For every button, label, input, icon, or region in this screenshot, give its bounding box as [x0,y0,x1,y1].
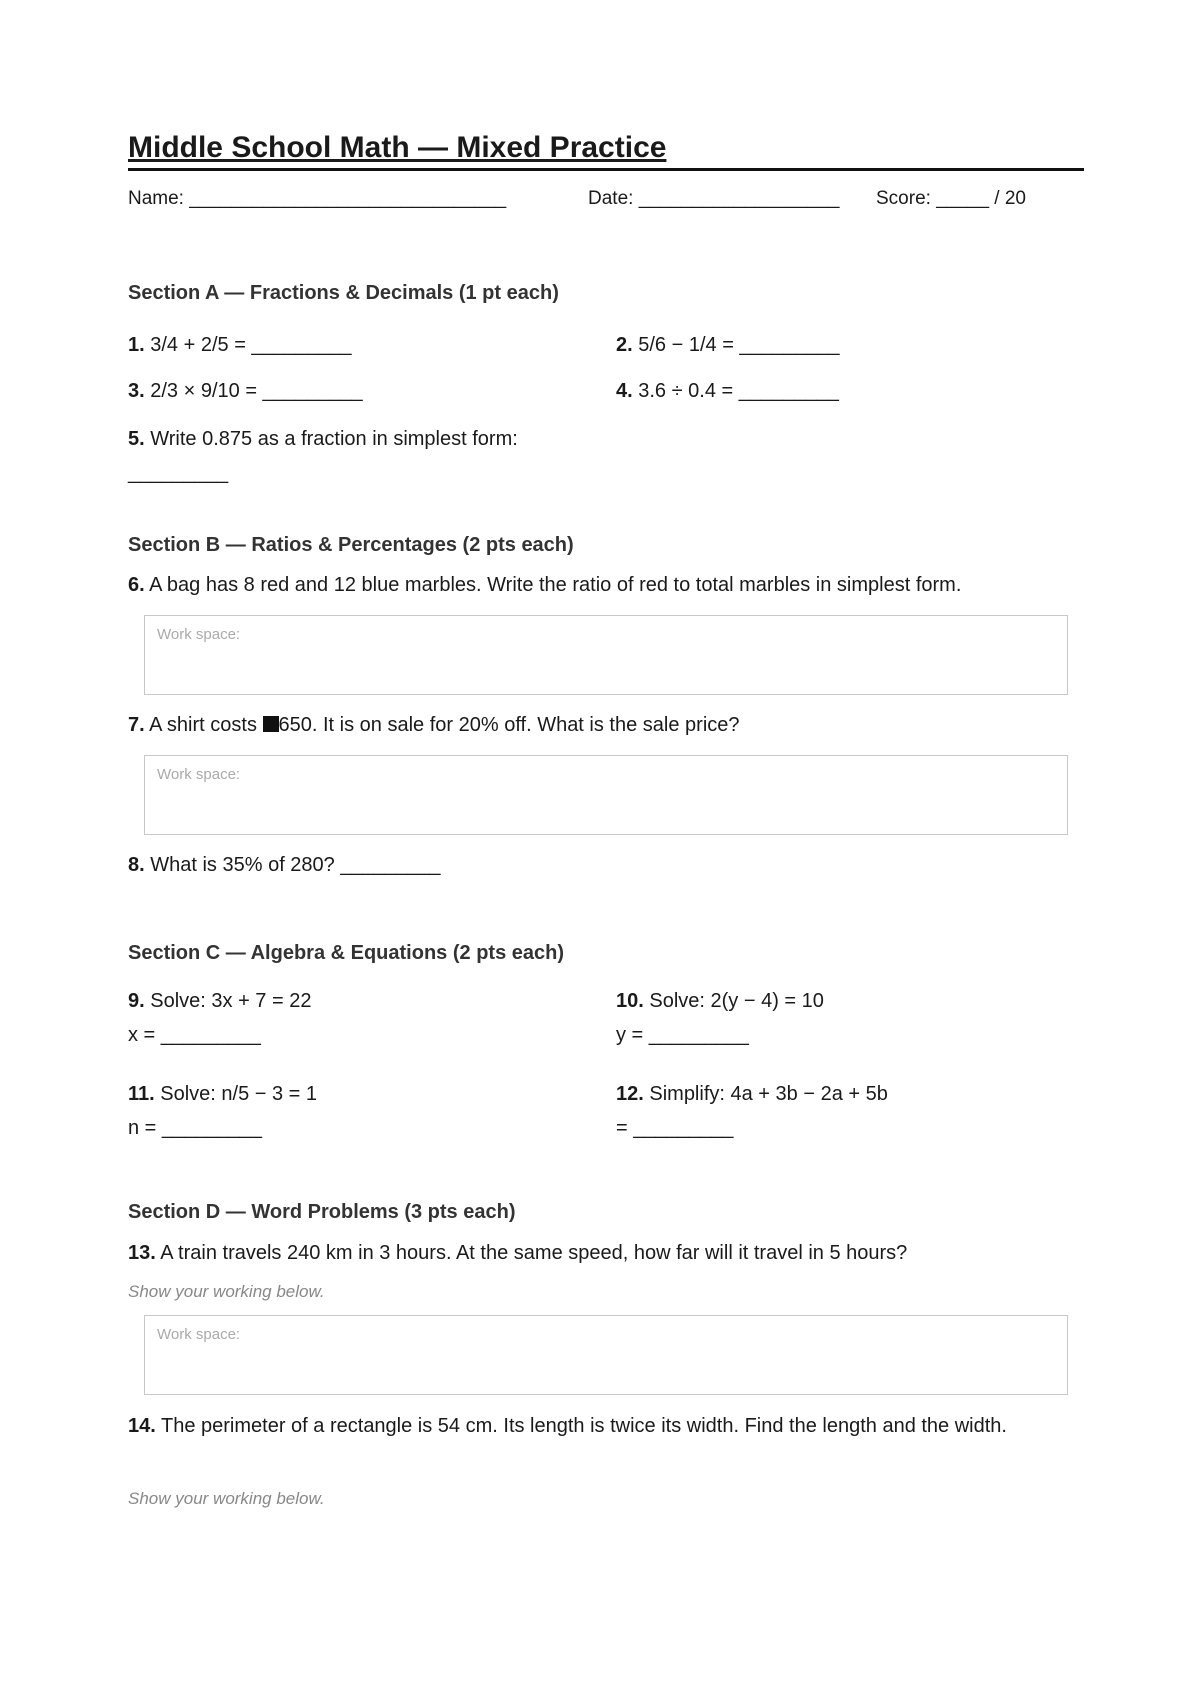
work-space-label: Work space: [157,1326,241,1343]
question-12[interactable] [616,1077,888,1111]
question-7[interactable] [128,708,740,742]
work-space-box[interactable] [144,1315,1068,1395]
question-number: 5. [128,428,145,450]
question-text: A shirt costs [144,714,263,736]
question-5[interactable] [128,422,518,456]
question-9-answer[interactable]: x = _________ [128,1024,261,1046]
question-4[interactable] [616,374,839,408]
currency-glyph-icon [263,716,279,732]
show-working-note: Show your working below. [128,1282,325,1301]
section-d-heading: Section D — Word Problems (3 pts each) [128,1201,516,1223]
question-text: Solve: 3x + 7 = 22 [144,990,312,1012]
section-b-heading: Section B — Ratios & Percentages (2 pts each) [128,534,574,556]
question-10-answer[interactable]: y = _________ [616,1024,749,1046]
question-number: 1. [128,334,145,356]
question-number: 4. [616,380,633,402]
section-c-heading: Section C — Algebra & Equations (2 pts each) [128,942,564,964]
work-space-label: Work space: [157,766,241,783]
question-1[interactable] [128,328,352,362]
question-number: 2. [616,334,633,356]
question-8[interactable] [128,848,440,882]
question-text: 650. It is on sale for 20% off. What is the sale price? [278,714,740,736]
question-11-answer[interactable]: n = _________ [128,1117,263,1139]
question-12-answer[interactable]: = _________ [616,1117,734,1139]
question-text: A bag has 8 red and 12 blue marbles. Write the ratio of red to total marbles in simplest form. [144,574,962,596]
question-number: 8. [128,854,145,876]
question-text: What is 35% of 280? _________ [144,854,441,876]
section-a-heading: Section A — Fractions & Decimals (1 pt each) [128,282,559,304]
question-number: 7. [128,714,145,736]
question-13[interactable] [128,1236,907,1270]
question-3[interactable] [128,374,363,408]
question-text: Solve: n/5 − 3 = 1 [154,1083,318,1105]
work-space-box[interactable] [144,755,1068,835]
question-number: 13. [128,1242,156,1264]
question-11[interactable] [128,1077,317,1111]
question-5-answer-blank[interactable]: _________ [128,462,229,484]
question-text: Simplify: 4a + 3b − 2a + 5b [643,1083,888,1105]
question-number: 11. [128,1083,155,1105]
question-number: 3. [128,380,145,402]
question-9[interactable] [128,984,311,1018]
score-field[interactable]: Score: _____ / 20 [876,188,1026,209]
question-text: 3/4 + 2/5 = _________ [144,334,352,356]
show-working-note: Show your working below. [128,1489,325,1508]
question-text: A train travels 240 km in 3 hours. At the same speed, how far will it travel in 5 hours? [155,1242,908,1264]
question-text: Write 0.875 as a fraction in simplest form: [144,428,518,450]
date-field[interactable]: Date: ___________________ [588,188,840,209]
worksheet-title: Middle School Math — Mixed Practice [128,128,1084,171]
work-space-label: Work space: [157,626,241,643]
name-field[interactable]: Name: ______________________________ [128,188,507,209]
question-text: The perimeter of a rectangle is 54 cm. Its length is twice its width. Find the length and the width. [155,1415,1007,1437]
question-text: Solve: 2(y − 4) = 10 [643,990,824,1012]
question-number: 14. [128,1415,156,1437]
work-space-box[interactable] [144,615,1068,695]
question-6[interactable] [128,568,961,602]
question-number: 10. [616,990,644,1012]
question-text: 2/3 × 9/10 = _________ [144,380,363,402]
question-text: 5/6 − 1/4 = _________ [632,334,840,356]
question-10[interactable] [616,984,824,1018]
question-2[interactable] [616,328,840,362]
question-text: 3.6 ÷ 0.4 = _________ [632,380,839,402]
question-14[interactable] [128,1409,1084,1443]
question-number: 6. [128,574,145,596]
question-number: 12. [616,1083,644,1105]
question-number: 9. [128,990,145,1012]
